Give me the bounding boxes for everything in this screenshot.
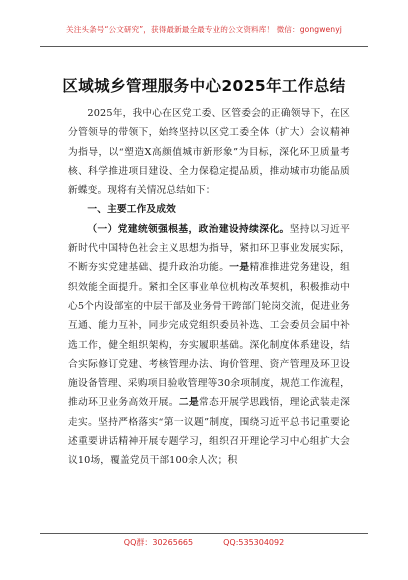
sub-point-text: 常态开展学思践悟，理论武装走深走实。坚持严格落实“第一议题”制度，围绕习近平总书记重要论述重要讲话精神开展专题学习，组织召开理论学习中心组扩大会议10场，覆盖党员干部100余人次；积 bbox=[68, 397, 350, 467]
sub-point-text: 精准推进党务建设，组织效能全面提升。紧扣全区事业单位机构改革契机，积极推动中心5个内设部室的中层干部及业务骨干跨部门轮岗交流，促进业务互通、能力互补，同步完成党组织委员补选、工会委员会届中补选工作，健全组织架构，夯实履职基础。深化制度体系建设，结合实际修订党建、考核管理办法、询价管理、资产管理及环卫设施设备管理、采购项目验收管理等30余项制度，规范工作流程，推动环卫业务高效开展。 bbox=[68, 262, 351, 409]
footer-divider bbox=[40, 533, 368, 534]
header-banner: 关注头条号“公文研究”，获得最新最全最专业的公文资料库！ 微信：gongwenyj bbox=[66, 25, 342, 34]
header-divider bbox=[40, 46, 368, 47]
sub-point-lead: 二是 bbox=[178, 397, 200, 409]
point-text: 坚持以习近平新时代中国特色社会主义思想为指导，紧扣环卫事业发展实际，不断夯实党建基础、提升政治功能。 bbox=[68, 223, 350, 274]
point-lead: （一）党建统领强根基，政治建设持续深化。 bbox=[87, 223, 290, 235]
footer-qq: QQ:535304092 bbox=[223, 538, 285, 547]
sub-point-lead: 一是 bbox=[229, 262, 250, 274]
point-paragraph bbox=[68, 220, 350, 471]
document-title: 区域城乡管理服务中心2025年工作总结 bbox=[62, 77, 346, 95]
document-body bbox=[68, 104, 350, 471]
section-heading: 一、主要工作及成效 bbox=[87, 204, 176, 216]
intro-paragraph: 2025年，我中心在区党工委、区管委会的正确领导下，在区分管领导的带领下，始终坚持以区党工委全体（扩大）会议精神为指导，以“塑造X高颜值城市新形象”为目标，深化环卫质量考核、科学推进项目建设、全力保稳定提品质，推动城市功能品质新蝶变。现将有关情况总结如下： bbox=[68, 108, 350, 197]
footer-contact bbox=[0, 537, 408, 548]
footer-qq-group: QQ群：30265665 bbox=[123, 538, 194, 547]
